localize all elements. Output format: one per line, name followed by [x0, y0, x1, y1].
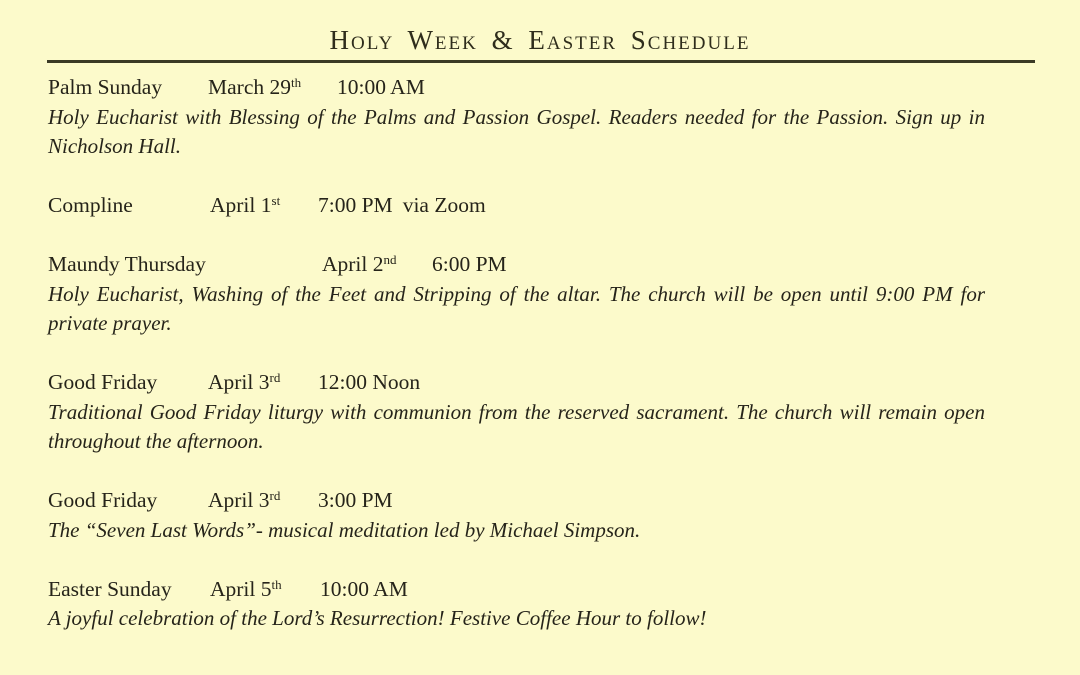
- event-time: 10:00 AM: [337, 75, 425, 99]
- event-description: [48, 398, 1035, 457]
- event-time: 10:00 AM: [320, 576, 408, 601]
- event-date-text: April 5: [210, 576, 272, 601]
- event-note: via Zoom: [402, 193, 486, 217]
- event-date: [208, 486, 318, 516]
- description-line: Holy Eucharist, Washing of the Feet and Stripping of the altar. The church will be open until 9:00 PM for: [48, 281, 985, 306]
- schedule-entry: [48, 368, 1035, 457]
- page-title: Holy Week & Easter Schedule: [329, 25, 751, 55]
- event-name: Good Friday: [48, 488, 158, 512]
- event-description: [48, 280, 1035, 339]
- entry-header: [48, 368, 1035, 398]
- event-date: [210, 575, 320, 605]
- event-date-text: April 3: [208, 488, 270, 512]
- schedule-entry: [48, 250, 1035, 339]
- event-time: 6:00 PM: [432, 252, 507, 276]
- event-date-ordinal: st: [271, 193, 281, 208]
- schedule-entry: [48, 73, 1035, 162]
- event-description: [48, 516, 1035, 546]
- event-name: Palm Sunday: [48, 75, 163, 99]
- entry-header: [48, 486, 1035, 516]
- event-date: [208, 73, 337, 103]
- description-line: Traditional Good Friday liturgy with communion from the reserved sacrament. The church will remain open: [48, 399, 985, 424]
- event-name: Easter Sunday: [48, 576, 172, 601]
- title-rule: [47, 60, 1035, 63]
- event-name: Maundy Thursday: [48, 252, 206, 276]
- event-date-ordinal: th: [291, 75, 302, 90]
- schedule-entry: [48, 486, 1035, 545]
- event-date-ordinal: rd: [269, 370, 281, 385]
- description-line: Nicholson Hall.: [48, 134, 182, 158]
- event-description: [48, 103, 1035, 162]
- event-name: Compline: [48, 193, 133, 217]
- event-date-ordinal: nd: [383, 252, 397, 267]
- event-date-ordinal: th: [271, 576, 282, 592]
- entry-header: [48, 250, 1035, 280]
- event-date-ordinal: rd: [269, 488, 281, 503]
- schedule-entry: [48, 191, 1035, 221]
- event-date-text: April 2: [322, 252, 384, 276]
- entry-header: [48, 73, 1035, 103]
- schedule-entry: [48, 575, 1035, 634]
- event-date-text: March 29: [208, 75, 291, 99]
- description-line: A joyful celebration of the Lord’s Resurrection! Festive Coffee Hour to follow!: [48, 606, 707, 630]
- description-line: The “Seven Last Words”- musical meditation led by Michael Simpson.: [48, 517, 641, 542]
- schedule-list: [48, 73, 1035, 634]
- event-date: [322, 250, 432, 280]
- event-date-text: April 1: [210, 193, 272, 217]
- event-time: 3:00 PM: [318, 488, 393, 512]
- event-time: 12:00 Noon: [318, 370, 421, 394]
- entry-header: [48, 575, 1035, 605]
- event-date-text: April 3: [208, 370, 270, 394]
- event-name: Good Friday: [48, 370, 158, 394]
- description-line: throughout the afternoon.: [48, 429, 264, 453]
- entry-header: [48, 191, 1035, 221]
- event-date: [210, 191, 318, 221]
- description-line: Holy Eucharist with Blessing of the Palms and Passion Gospel. Readers needed for the Passion. Sign up in: [48, 104, 985, 129]
- event-date: [208, 368, 318, 398]
- description-line: private prayer.: [48, 311, 172, 335]
- event-description: [48, 604, 1035, 634]
- event-time: 7:00 PM: [318, 193, 393, 217]
